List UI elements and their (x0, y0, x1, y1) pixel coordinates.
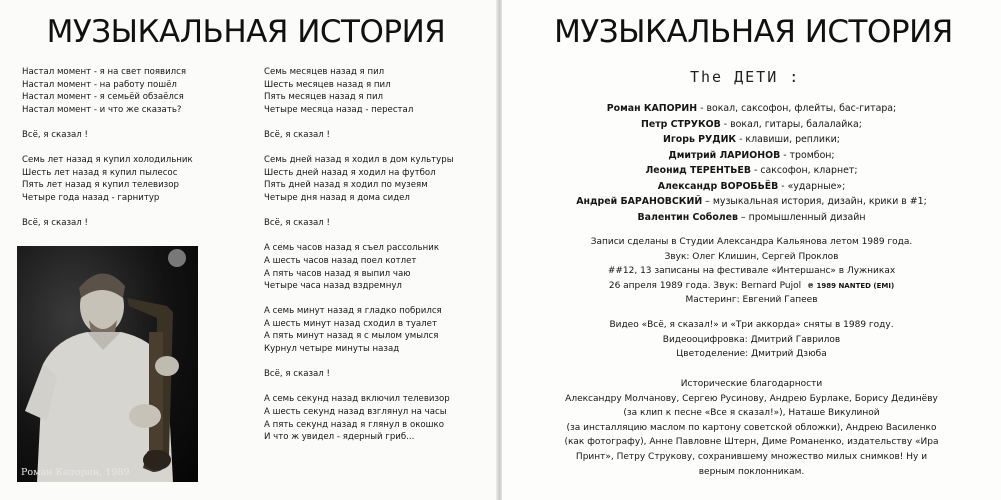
video-line: Видео «Всё, я сказал!» и «Три аккорда» сняты в 1989 году. (609, 320, 894, 330)
member-line (502, 148, 1001, 164)
lyric-line: Четыре дня назад я дома сидел (264, 192, 410, 203)
lyric-line: Настал момент - и что же сказать? (22, 104, 182, 115)
recording-credits (502, 235, 1001, 308)
member-line (502, 194, 1001, 210)
lyric-line: Пять дней назад я ходил по музеям (264, 180, 428, 191)
lyric-line: И что ж увидел - ядерный гриб... (264, 432, 415, 443)
thanks-line: (за инсталляцию маслом по картону советской обложки), Андрею Василенко (566, 422, 937, 433)
lyric-line: Курнул четыре минуты назад (264, 344, 400, 355)
lyrics-column-b (264, 66, 489, 456)
lyric-line: Настал момент - на работу пошёл (22, 79, 177, 90)
left-page-title: МУЗЫКАЛЬНАЯ ИСТОРИЯ (46, 14, 446, 50)
member-line (502, 101, 1001, 117)
member-role: – промышленный дизайн (737, 211, 866, 223)
lyric-line: Шесть дней назад я ходил на футбол (264, 167, 436, 178)
thanks-line: Принт», Петру Струкову, сохранившему множество милых снимков! Ну и (575, 451, 928, 462)
saxophonist-photo (17, 246, 198, 482)
thanks-line: (за клип к песне «Все я сказал!»), Наташе Викулиной (623, 408, 880, 419)
member-name: Петр СТРУКОВ (641, 118, 721, 130)
lyric-stanza (22, 217, 242, 230)
lyric-stanza (264, 217, 489, 230)
thanks-line: Александру Молчанову, Сергею Русинову, Андрею Бурлаке, Борису Дединёву (565, 393, 938, 404)
lyric-line: Семь месяцев назад я пил (264, 67, 385, 77)
lyric-line: Настал момент - я на свет появился (22, 67, 187, 77)
photo-caption: Роман Капорин, 1989 (21, 467, 130, 478)
copyright-mark: ℗ 1989 NANTED (EMI) (807, 281, 895, 290)
lyric-line: А шесть часов назад поел котлет (264, 255, 417, 266)
member-line (502, 132, 1001, 148)
lyric-line: А пять минут назад я с мылом умылся (264, 331, 439, 342)
thanks-line: (как фотографу), Анне Павловне Штерн, Диме Романенко, издательству «Ира (564, 437, 939, 448)
lyric-line: Четыре месяца назад - перестал (264, 104, 414, 115)
member-role: - саксофон, кларнет; (750, 165, 858, 176)
lyric-stanza (22, 129, 242, 142)
member-name: Андрей БАРАНОВСКИЙ (576, 196, 703, 207)
member-role: - клавиши, реплики; (736, 134, 840, 145)
credit-line-text: 26 апреля 1989 года. Звук: Bernard Pujol (608, 280, 802, 291)
lyric-line: Шесть лет назад я купил пылесос (22, 167, 178, 178)
member-role: - тромбон; (780, 149, 835, 161)
video-line: Видеооцифровка: Дмитрий Гаврилов (662, 334, 841, 345)
right-booklet-page (502, 0, 1001, 500)
lyric-line: А пять часов назад я выпил чаю (264, 268, 411, 279)
lyric-line: Четыре года назад - гарнитур (22, 192, 160, 203)
member-name: Роман КАПОРИН (606, 103, 698, 114)
lyric-line: Всё, я сказал ! (264, 129, 330, 140)
lyric-stanza (264, 393, 489, 443)
left-booklet-page (0, 0, 498, 500)
lyric-line: А шесть секунд назад взглянул на часы (264, 407, 447, 418)
credit-line (502, 279, 1001, 294)
lyric-line: Шесть месяцев назад я пил (264, 79, 391, 90)
lyric-stanza (22, 66, 242, 116)
lyric-line: Семь лет назад я купил холодильник (22, 155, 193, 166)
thanks-heading: Исторические благодарности (680, 379, 823, 389)
lyric-stanza (264, 242, 489, 292)
lyric-line: Всё, я сказал ! (264, 369, 330, 380)
member-line (502, 163, 1001, 179)
member-role: – музыкальная история, дизайн, крики в #1; (702, 196, 927, 207)
right-page-title: МУЗЫКАЛЬНАЯ ИСТОРИЯ (554, 14, 953, 50)
members-list (502, 101, 1001, 225)
lyric-line: Настал момент - я семьёй обзаёлся (22, 92, 184, 103)
lyric-stanza (22, 154, 242, 204)
lyrics-column-a (22, 66, 242, 242)
lyric-line: А семь часов назад я съел рассольник (264, 243, 440, 254)
lyric-stanza (264, 154, 489, 204)
acknowledgements (502, 377, 1001, 479)
lyric-stanza (264, 368, 489, 381)
lyric-line: А семь секунд назад включил телевизор (264, 394, 450, 405)
member-name: Игорь РУДИК (663, 134, 737, 145)
lyric-line: Четыре часа назад вздремнул (264, 281, 402, 292)
lyric-line: Всё, я сказал ! (22, 218, 88, 229)
member-role: - вокал, саксофон, флейты, бас-гитара; (697, 103, 897, 114)
lyric-line: Пять месяцев назад я пил (264, 92, 384, 103)
lyric-line: Пять лет назад я купил телевизор (22, 180, 179, 191)
video-line: Цветоделение: Дмитрий Дзюба (676, 349, 827, 360)
lyric-line: Всё, я сказал ! (264, 218, 330, 229)
band-title: The ДЕТИ : (690, 68, 801, 86)
video-credits (502, 318, 1001, 362)
member-name: Леонид ТЕРЕНТЬЕВ (645, 165, 751, 176)
saxophonist-illustration (17, 246, 198, 482)
member-name: Дмитрий ЛАРИОНОВ (668, 149, 781, 161)
lyric-line: А семь минут назад я гладко побрился (264, 306, 442, 317)
member-name: Валентин Соболев (637, 211, 738, 223)
credit-line: Записи сделаны в Студии Александра Кальянова летом 1989 года. (590, 237, 913, 247)
credit-line: Звук: Олег Клишин, Сергей Проклов (664, 251, 839, 262)
credit-line: ##12, 13 записаны на фестивале «Интершанс» в Лужниках (607, 266, 896, 277)
lyric-line: А шесть минут назад сходил в туалет (264, 318, 437, 329)
lyric-stanza (264, 66, 489, 116)
lyric-line: Всё, я сказал ! (22, 129, 88, 140)
credit-line: Мастеринг: Евгений Гапеев (685, 295, 818, 306)
lyric-line: А пять секунд назад я глянул в окошко (264, 419, 444, 430)
member-line (502, 210, 1001, 226)
member-name: Александр ВОРОБЬЁВ (657, 180, 779, 192)
member-role: - «ударные»; (778, 180, 846, 192)
member-line (502, 117, 1001, 133)
lyric-stanza (264, 129, 489, 142)
thanks-line: верным поклонникам. (698, 466, 805, 477)
lyric-stanza (264, 305, 489, 355)
lyric-line: Семь дней назад я ходил в дом культуры (264, 155, 454, 166)
member-line (502, 179, 1001, 195)
member-role: - вокал, гитары, балалайка; (720, 118, 862, 130)
